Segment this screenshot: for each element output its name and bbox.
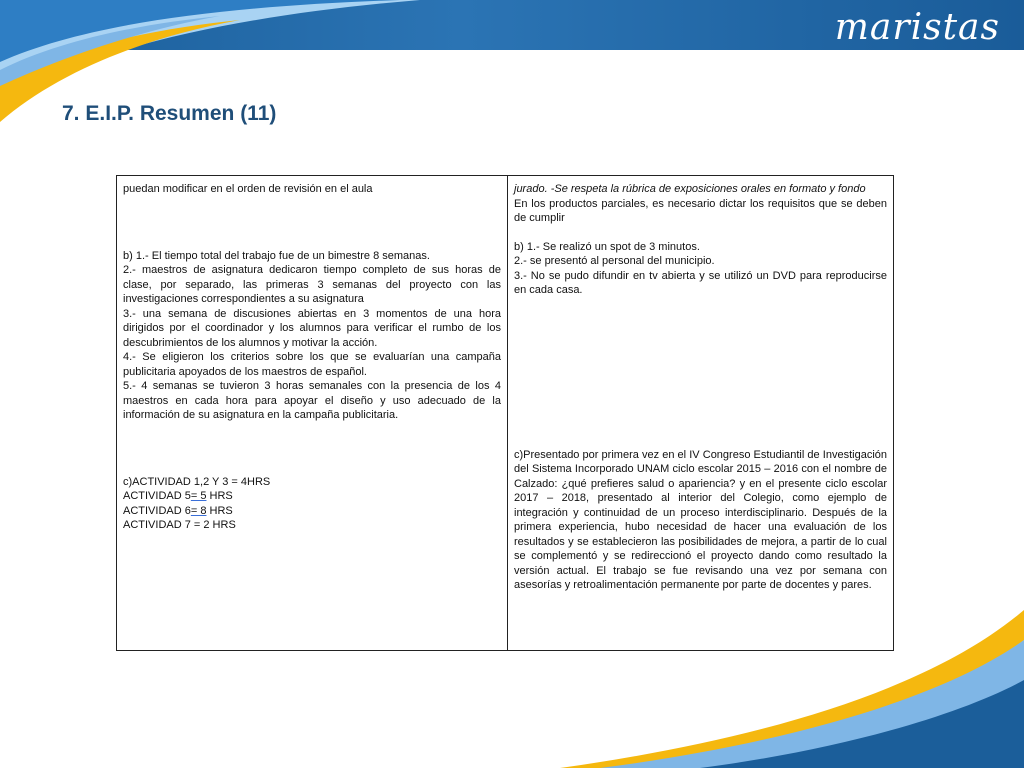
right-item-b3: 3.- No se pudo difundir en tv abierta y se utilizó un DVD para reproducirse en cada casa. — [514, 269, 887, 296]
right-item-c: c)Presentado por primera vez en el IV Congreso Estudiantil de Investigación del Sistema Incorporado UNAM ciclo escolar 2015 – 2016 con el nombre de Calzado: ¿qué prefieres salud o apariencia? y en el presente ciclo escolar 2017 – 2018, presentado al interior del Colegio, como ejemplo de integración y continuidad de un proceso interdisciplinario. Después de la primera experiencia, hubo necesidad de hacer una evaluación de los resultados y se establecieron las posibilidades de mejora, a partir de lo cual se complementó y se redireccionó el proyecto dando como resultado la versión actual. El trabajo se fue revisando una vez por semana con asesorías y retroalimentación permanente por parte de docentes y pares. — [514, 448, 887, 591]
left-item-b1: b) 1.- El tiempo total del trabajo fue de un bimestre 8 semanas. — [123, 249, 430, 262]
right-paragraph-products: En los productos parciales, es necesario dictar los requisitos que se deben de cumplir — [514, 197, 887, 224]
left-item-c3: ACTIVIDAD 6= 8 HRS — [123, 504, 233, 517]
slide-title: 7. E.I.P. Resumen (11) — [62, 102, 277, 125]
left-paragraph-intro: puedan modificar en el orden de revisión en el aula — [123, 183, 373, 195]
left-item-c2: ACTIVIDAD 5= 5 HRS — [123, 490, 233, 502]
right-paragraph-intro: jurado. -Se respeta la rúbrica de exposiciones orales en formato y fondo — [514, 183, 866, 195]
maristas-logo: maristas — [834, 7, 1000, 48]
left-item-c1: c)ACTIVIDAD 1,2 Y 3 = 4HRS — [123, 475, 271, 488]
right-item-b1: b) 1.- Se realizó un spot de 3 minutos. — [514, 240, 700, 253]
left-item-c4: ACTIVIDAD 7 = 2 HRS — [123, 519, 236, 531]
left-item-b2: 2.- maestros de asignatura dedicaron tiempo completo de sus horas de clase, por separado, las primeras 3 semanas del proyecto con las investigaciones correspondientes a su asignatura — [123, 264, 501, 305]
left-item-b5: 5.- 4 semanas se tuvieron 3 horas semanales con la presencia de los 4 maestros en cada hora para apoyar el diseño y uso adecuado de la información de su asignatura en la campaña publicitaria. — [123, 380, 501, 421]
right-item-b2: 2.- se presentó al personal del municipio. — [514, 255, 715, 267]
left-item-b3: 3.- una semana de discusiones abiertas en 3 momentos de una hora dirigidos por el coordinador y los alumnos para verificar el rumbo de los descubrimientos de los alumnos y motivar la acción. — [123, 307, 501, 349]
left-item-b4: 4.- Se eligieron los criterios sobre los que se evaluarían una campaña publicitaria apoyados de los maestros de español. — [123, 351, 501, 378]
